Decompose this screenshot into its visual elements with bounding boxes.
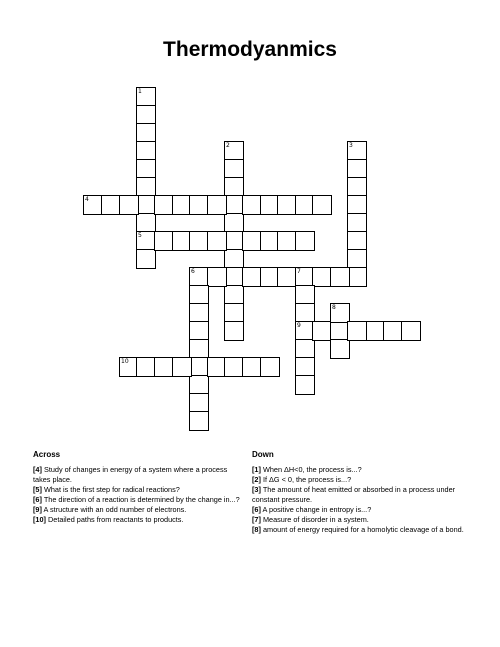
grid-cell[interactable] <box>224 195 244 215</box>
grid-cell[interactable] <box>312 195 332 215</box>
down-clues <box>252 450 467 535</box>
grid-cell[interactable] <box>295 375 315 395</box>
grid-cell[interactable] <box>154 195 174 215</box>
grid-cell[interactable] <box>312 267 332 287</box>
clue-number: [6] <box>33 495 42 504</box>
clue-number: [4] <box>33 465 42 474</box>
across-clue <box>33 485 245 495</box>
grid-cell[interactable] <box>224 285 244 305</box>
grid-cell[interactable] <box>224 177 244 197</box>
grid-cell[interactable] <box>189 339 209 359</box>
clue-text: The direction of a reaction is determined by the change in...? <box>41 495 240 504</box>
across-clues <box>33 450 245 525</box>
grid-cell[interactable] <box>277 195 297 215</box>
grid-cell[interactable] <box>207 195 227 215</box>
across-clue <box>33 505 245 515</box>
grid-cell[interactable] <box>347 195 367 215</box>
down-clue <box>252 475 467 485</box>
clue-number: [9] <box>33 505 42 514</box>
clue-number: [2] <box>252 475 261 484</box>
grid-cell[interactable] <box>154 231 174 251</box>
grid-cell[interactable] <box>224 267 244 287</box>
grid-cell[interactable] <box>136 159 156 179</box>
grid-cell[interactable] <box>260 357 280 377</box>
down-clue <box>252 525 467 535</box>
grid-cell[interactable] <box>312 321 332 341</box>
cell-number: 1 <box>138 88 142 95</box>
grid-cell[interactable] <box>189 303 209 323</box>
grid-cell[interactable] <box>401 321 421 341</box>
clue-number: [10] <box>33 515 46 524</box>
grid-cell[interactable] <box>330 267 350 287</box>
across-clue-list <box>33 465 245 525</box>
grid-cell[interactable] <box>242 357 262 377</box>
grid-cell[interactable] <box>295 231 315 251</box>
grid-cell[interactable] <box>347 141 367 161</box>
grid-cell[interactable] <box>295 285 315 305</box>
clue-text: A positive change in entropy is...? <box>260 505 372 514</box>
clue-text: amount of energy required for a homolytic cleavage of a bond. <box>260 525 464 534</box>
clue-text: When ΔH<0, the process is...? <box>260 465 362 474</box>
clue-text: The amount of heat emitted or absorbed in a process under constant pressure. <box>252 485 456 504</box>
grid-cell[interactable] <box>347 213 367 233</box>
grid-cell[interactable] <box>347 231 367 251</box>
grid-cell[interactable] <box>136 213 156 233</box>
grid-cell[interactable] <box>189 231 209 251</box>
clue-text: Study of changes in energy of a system where a process takes place. <box>33 465 228 484</box>
clue-text: A structure with an odd number of electrons. <box>41 505 187 514</box>
grid-cell[interactable] <box>224 213 244 233</box>
grid-cell[interactable] <box>189 267 209 287</box>
clue-number: [1] <box>252 465 261 474</box>
cell-number: 3 <box>349 142 353 149</box>
grid-cell[interactable] <box>189 375 209 395</box>
grid-cell[interactable] <box>207 267 227 287</box>
down-clue-list <box>252 465 467 535</box>
down-clue <box>252 515 467 525</box>
clue-text: What is the first step for radical reactions? <box>41 485 180 494</box>
down-clue <box>252 485 467 505</box>
grid-cell[interactable] <box>119 195 139 215</box>
grid-cell[interactable] <box>224 231 244 251</box>
grid-cell[interactable] <box>136 123 156 143</box>
grid-cell[interactable] <box>189 393 209 413</box>
grid-cell[interactable] <box>224 303 244 323</box>
grid-cell[interactable] <box>295 339 315 359</box>
grid-cell[interactable] <box>207 231 227 251</box>
grid-cell[interactable] <box>242 195 262 215</box>
grid-cell[interactable] <box>242 231 262 251</box>
clue-number: [7] <box>252 515 261 524</box>
down-heading: Down <box>252 450 274 459</box>
grid-cell[interactable] <box>277 231 297 251</box>
across-clue <box>33 465 245 485</box>
grid-cell[interactable] <box>136 105 156 125</box>
grid-cell[interactable] <box>136 141 156 161</box>
grid-cell[interactable] <box>136 177 156 197</box>
grid-cell[interactable] <box>330 303 350 323</box>
grid-cell[interactable] <box>295 303 315 323</box>
grid-cell[interactable] <box>136 87 156 107</box>
across-clue <box>33 495 245 505</box>
grid-cell[interactable] <box>277 267 297 287</box>
grid-cell[interactable] <box>189 321 209 341</box>
across-heading: Across <box>33 450 61 459</box>
puzzle-title: Thermodyanmics <box>163 38 337 61</box>
grid-cell[interactable] <box>189 285 209 305</box>
cell-number: 10 <box>121 358 129 365</box>
grid-cell[interactable] <box>347 177 367 197</box>
grid-cell[interactable] <box>136 249 156 269</box>
grid-cell[interactable] <box>172 357 192 377</box>
grid-cell[interactable] <box>136 231 156 251</box>
grid-cell[interactable] <box>83 195 103 215</box>
across-clue <box>33 515 245 525</box>
cell-number: 5 <box>138 232 142 239</box>
clue-text: Detailed paths from reactants to products. <box>45 515 184 524</box>
grid-cell[interactable] <box>224 357 244 377</box>
cell-number: 4 <box>85 196 89 203</box>
grid-cell[interactable] <box>101 195 121 215</box>
clue-number: [6] <box>252 505 261 514</box>
cell-number: 8 <box>332 304 336 311</box>
cell-number: 2 <box>226 142 230 149</box>
grid-cell[interactable] <box>330 339 350 359</box>
grid-cell[interactable] <box>154 357 174 377</box>
grid-cell[interactable] <box>295 357 315 377</box>
clue-text: If ΔG < 0, the process is...? <box>260 475 352 484</box>
grid-cell[interactable] <box>136 357 156 377</box>
grid-cell[interactable] <box>224 321 244 341</box>
clue-text: Measure of disorder in a system. <box>260 515 369 524</box>
grid-cell[interactable] <box>242 267 262 287</box>
grid-cell[interactable] <box>347 321 367 341</box>
clue-number: [3] <box>252 485 261 494</box>
grid-cell[interactable] <box>383 321 403 341</box>
clue-number: [8] <box>252 525 261 534</box>
grid-cell[interactable] <box>189 195 209 215</box>
down-clue <box>252 465 467 475</box>
cell-number: 7 <box>297 268 301 275</box>
grid-cell[interactable] <box>365 321 385 341</box>
grid-cell[interactable] <box>347 249 367 269</box>
grid-cell[interactable] <box>347 267 367 287</box>
grid-cell[interactable] <box>136 195 156 215</box>
grid-cell[interactable] <box>224 159 244 179</box>
cell-number: 9 <box>297 322 301 329</box>
grid-cell[interactable] <box>224 249 244 269</box>
grid-cell[interactable] <box>347 159 367 179</box>
cell-number: 6 <box>191 268 195 275</box>
grid-cell[interactable] <box>224 141 244 161</box>
grid-cell[interactable] <box>189 411 209 431</box>
grid-cell[interactable] <box>189 357 209 377</box>
down-clue <box>252 505 467 515</box>
clue-number: [5] <box>33 485 42 494</box>
